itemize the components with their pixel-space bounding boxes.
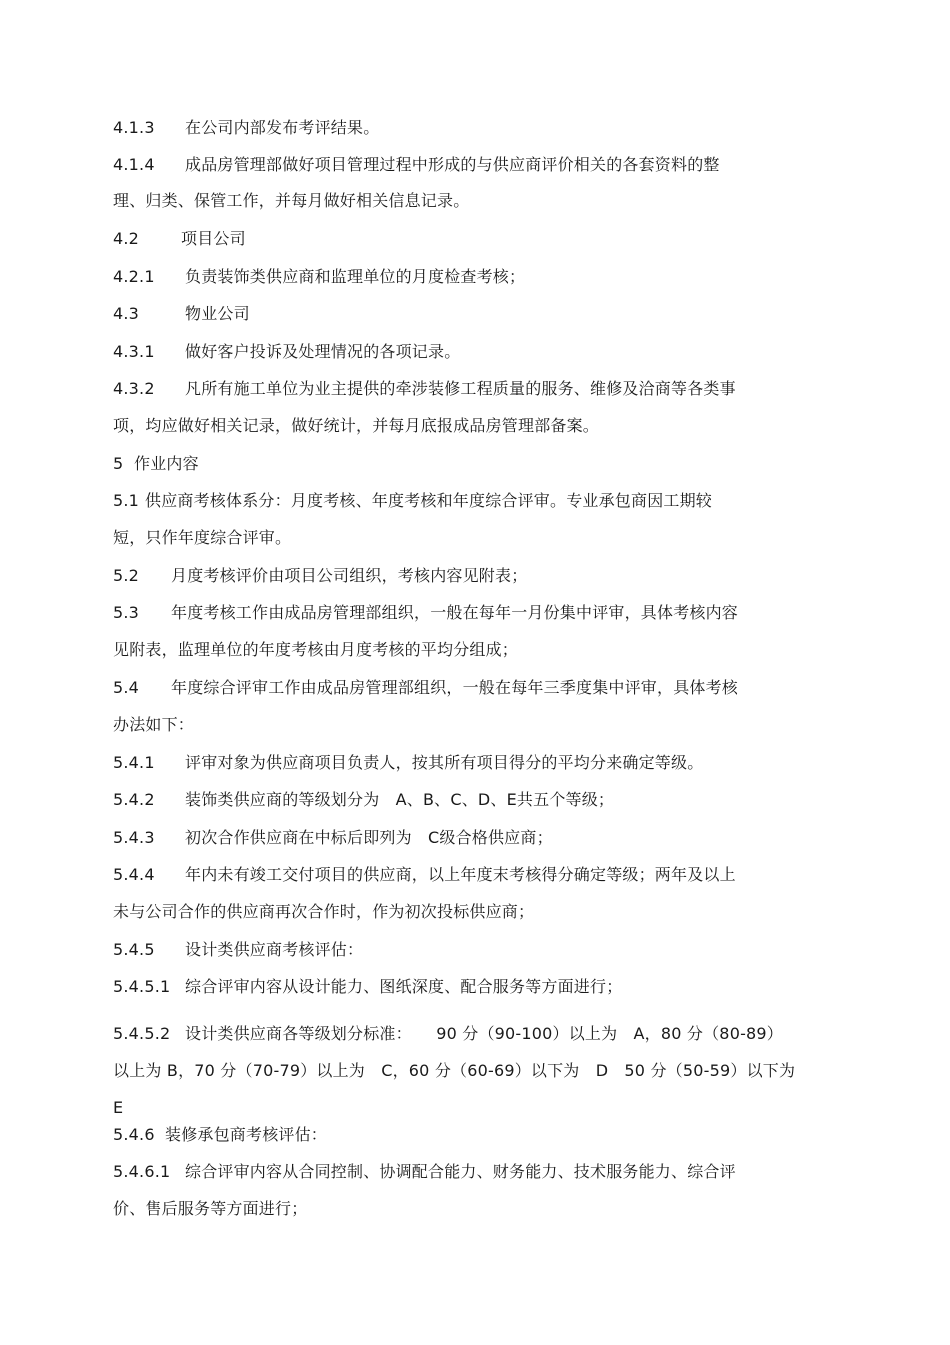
clause-5-1 <box>113 491 712 511</box>
clause-4-1-4 <box>113 155 720 175</box>
section-title: 项目公司 <box>181 229 246 248</box>
clause-number: 5.4.2 <box>113 790 155 809</box>
clause-4-3-2 <box>113 379 736 399</box>
clause-number: 5.4.4 <box>113 865 155 884</box>
clause-number: 5.4.5.2 <box>113 1024 171 1043</box>
clause-text: 设计类供应商各等级划分标准： 90 分（90-100）以上为 A，80 分（80-89） <box>185 1024 784 1043</box>
clause-5-3 <box>113 603 738 623</box>
clause-number: 5.4.5 <box>113 940 155 959</box>
section-title: 作业内容 <box>134 454 199 473</box>
clause-text: 做好客户投诉及处理情况的各项记录。 <box>185 342 461 361</box>
clause-text: 短，只作年度综合评审。 <box>113 528 292 547</box>
clause-5-4-5 <box>113 940 363 960</box>
clause-text: 办法如下： <box>113 715 195 734</box>
clause-number: 5.3 <box>113 603 140 622</box>
clause-number: 4.3.1 <box>113 342 155 361</box>
clause-text: 凡所有施工单位为业主提供的牵涉装修工程质量的服务、维修及洽商等各类事 <box>185 379 736 398</box>
clause-number: 5.4.6 <box>113 1125 155 1144</box>
clause-text: 项，均应做好相关记录，做好统计，并每月底报成品房管理部备案。 <box>113 416 600 435</box>
clause-5-4-6 <box>113 1125 327 1145</box>
clause-text: 在公司内部发布考评结果。 <box>185 118 380 137</box>
clause-4-1-4-continuation <box>113 191 469 211</box>
clause-text: 评审对象为供应商项目负责人，按其所有项目得分的平均分来确定等级。 <box>185 753 704 772</box>
clause-text: 设计类供应商考核评估： <box>185 940 364 959</box>
clause-number: 5.2 <box>113 566 140 585</box>
clause-5-4-2 <box>113 790 614 810</box>
clause-number: 4.1.4 <box>113 155 155 174</box>
clause-5-4-1 <box>113 753 703 773</box>
clause-5-4-5-2-continuation-2 <box>113 1098 123 1118</box>
clause-number: 5.4.3 <box>113 828 155 847</box>
clause-5-4-continuation <box>113 715 194 735</box>
clause-number: 5.1 <box>113 491 140 510</box>
section-title: 物业公司 <box>185 304 250 323</box>
clause-5-4-4 <box>113 865 736 885</box>
clause-text: E <box>113 1098 124 1117</box>
clause-text: 初次合作供应商在中标后即列为 C级合格供应商； <box>185 828 553 847</box>
clause-number: 4.3.2 <box>113 379 155 398</box>
clause-5-4-5-2-continuation <box>113 1061 795 1081</box>
clause-text: 月度考核评价由项目公司组织，考核内容见附表； <box>171 566 528 585</box>
clause-text: 理、归类、保管工作，并每月做好相关信息记录。 <box>113 191 470 210</box>
clause-number: 4.2.1 <box>113 267 155 286</box>
clause-4-2-1 <box>113 267 525 287</box>
section-5-heading <box>113 454 199 474</box>
clause-text: 负责装饰类供应商和监理单位的月度检查考核； <box>185 267 526 286</box>
clause-5-2 <box>113 566 527 586</box>
clause-5-4-6-1 <box>113 1162 736 1182</box>
clause-text: 装饰类供应商的等级划分为 A、B、C、D、E共五个等级； <box>185 790 615 809</box>
clause-5-3-continuation <box>113 640 518 660</box>
clause-text: 装修承包商考核评估： <box>165 1125 328 1144</box>
clause-number: 5.4.1 <box>113 753 155 772</box>
clause-5-4 <box>113 678 738 698</box>
section-4-2-heading <box>113 229 246 249</box>
clause-number: 5.4.6.1 <box>113 1162 171 1181</box>
clause-text: 见附表，监理单位的年度考核由月度考核的平均分组成； <box>113 640 519 659</box>
clause-text: 年度考核工作由成品房管理部组织，一般在每年一月份集中评审，具体考核内容 <box>171 603 739 622</box>
section-number: 4.3 <box>113 304 140 323</box>
section-number: 4.2 <box>113 229 140 248</box>
clause-text: 供应商考核体系分：月度考核、年度考核和年度综合评审。专业承包商因工期较 <box>145 491 713 510</box>
clause-number: 5.4.5.1 <box>113 977 171 996</box>
clause-5-4-5-2 <box>113 1024 783 1044</box>
clause-text: 以上为 B，70 分（70-79）以上为 C，60 分（60-69）以下为 D 50 分（50-59）以下为 <box>113 1061 796 1080</box>
clause-5-4-5-1 <box>113 977 622 997</box>
clause-5-4-6-1-continuation <box>113 1199 307 1219</box>
clause-text: 年度综合评审工作由成品房管理部组织，一般在每年三季度集中评审，具体考核 <box>171 678 739 697</box>
clause-4-3-2-continuation <box>113 416 599 436</box>
clause-text: 综合评审内容从合同控制、协调配合能力、财务能力、技术服务能力、综合评 <box>185 1162 736 1181</box>
clause-4-3-1 <box>113 342 460 362</box>
clause-text: 成品房管理部做好项目管理过程中形成的与供应商评价相关的各套资料的整 <box>185 155 720 174</box>
clause-5-1-continuation <box>113 528 291 548</box>
section-number: 5 <box>113 454 124 473</box>
clause-text: 价、售后服务等方面进行； <box>113 1199 308 1218</box>
clause-number: 5.4 <box>113 678 140 697</box>
clause-number: 4.1.3 <box>113 118 155 137</box>
clause-5-4-4-continuation <box>113 902 534 922</box>
clause-4-1-3 <box>113 118 379 138</box>
clause-text: 未与公司合作的供应商再次合作时，作为初次投标供应商； <box>113 902 535 921</box>
clause-text: 年内未有竣工交付项目的供应商，以上年度末考核得分确定等级；两年及以上 <box>185 865 736 884</box>
clause-5-4-3 <box>113 828 553 848</box>
clause-text: 综合评审内容从设计能力、图纸深度、配合服务等方面进行； <box>185 977 623 996</box>
section-4-3-heading <box>113 304 250 324</box>
